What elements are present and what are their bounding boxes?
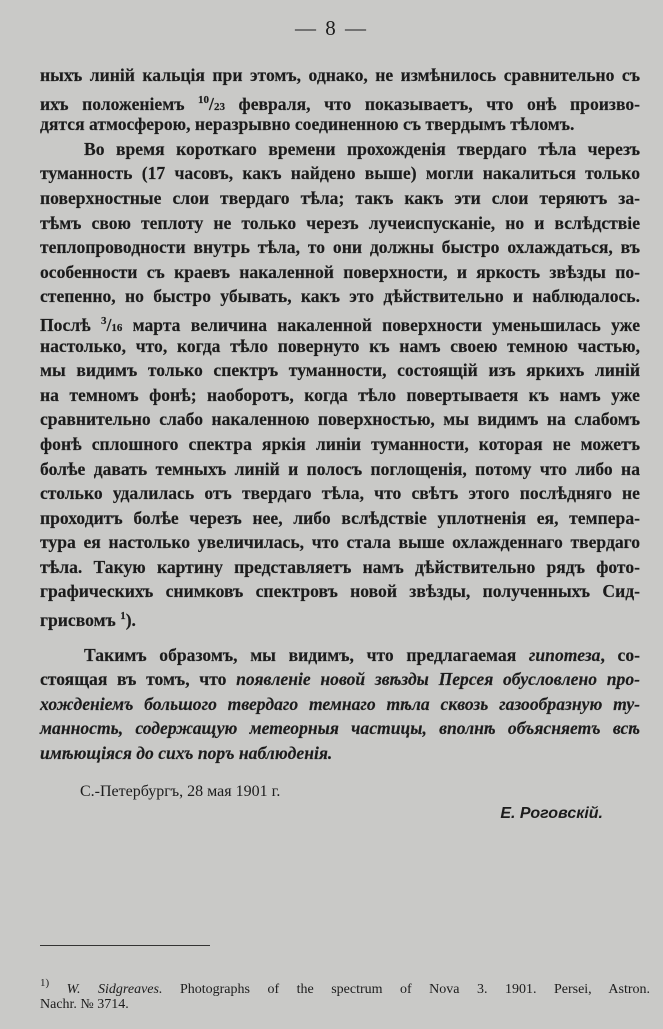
footnote <box>40 972 650 1016</box>
italic-text: манность, содержащую метеорныя частицы, вполнѣ объясняетъ всѣ <box>40 718 640 739</box>
text-line <box>40 137 640 162</box>
fraction-part: 10 <box>198 93 210 106</box>
text-segment: Такимъ образомъ, мы видимъ, что предлагаемая <box>84 644 529 665</box>
footnote-marker: 1) <box>40 977 50 989</box>
text-line <box>40 692 640 717</box>
italic-text: имѣющіяся до сихъ поръ наблюденія. <box>40 743 333 764</box>
footnote-line <box>40 972 650 997</box>
fraction-part: 3 <box>100 314 107 327</box>
text-line <box>40 63 640 88</box>
text-line <box>40 457 640 482</box>
text-line <box>40 555 640 580</box>
text-segment: ). <box>125 610 136 631</box>
text-line <box>40 667 640 692</box>
text-line <box>40 358 640 383</box>
footnote-line: Nachr. № 3714. <box>40 997 129 1012</box>
text-segment: / <box>106 314 112 335</box>
text-segment: ныхъ линій кальція при этомъ, однако, не измѣнилось сравнительно съ <box>40 65 640 85</box>
text-segment: настолько, что, когда тѣло повернуто къ намъ своею темною частью, <box>40 335 640 356</box>
text-segment: ихъ положеніемъ <box>40 93 199 114</box>
footnote-author: W. Sidgreaves. <box>66 982 163 997</box>
text-line <box>40 716 640 741</box>
fraction-part: 16 <box>111 321 123 334</box>
text-line <box>40 112 640 137</box>
italic-text: гипотеза <box>528 644 601 665</box>
text-segment: туманность (17 часовъ, какъ найдено выше) могли накалиться только <box>40 163 640 184</box>
text-segment: теплопроводности внутрь тѣла, то они должны быстро охлаждаться, въ <box>40 237 640 258</box>
place-date: С.-Петербургъ, 28 мая 1901 г. <box>80 783 281 800</box>
text-segment: грисвомъ <box>40 610 121 631</box>
text-line <box>40 579 640 604</box>
page-number: — 8 — <box>295 16 368 40</box>
text-segment: поверхностные слои твердаго тѣла; такъ какъ эти слои теряютъ за- <box>40 187 640 208</box>
text-segment: проходитъ болѣе черезъ нее, либо вслѣдствіе уплотненія ея, темпера- <box>40 507 640 528</box>
text-segment: на темномъ фонѣ; наоборотъ, когда тѣло повертываетя къ намъ уже <box>40 384 640 405</box>
text-segment: степенно, но быстро убывать, какъ это дѣйствительно и наблюдалось. <box>40 286 640 307</box>
text-line <box>40 741 640 766</box>
text-segment: февраля, что показываетъ, что онѣ произво- <box>224 93 640 114</box>
text-line <box>40 383 640 408</box>
footnote-text: Photographs of the spectrum of Nova 3. 1901. Persei, Astron. <box>162 982 650 997</box>
text-segment: особенности съ краевъ накаленной поверхности, и яркость звѣзды по- <box>40 261 640 282</box>
text-line <box>40 604 640 629</box>
text-segment: , со- <box>600 644 641 665</box>
author-signature: Е. Роговскій. <box>500 805 603 822</box>
text-segment: тура ея настолько увеличилась, что стала выше охлажденнаго твердаго <box>40 532 640 553</box>
text-segment: дятся атмосферою, неразрывно соединенною съ твердымъ тѣломъ. <box>40 114 575 135</box>
text-segment: сравнительно слабо накаленною поверхностью, мы видимъ на слабомъ <box>40 409 640 430</box>
article-body <box>40 63 640 766</box>
text-line <box>40 407 640 432</box>
text-segment: графическихъ снимковъ спектровъ новой звѣзды, полученныхъ Сид- <box>40 581 640 602</box>
text-line <box>40 481 640 506</box>
text-segment: / <box>209 93 214 114</box>
text-line <box>40 432 640 457</box>
text-line <box>40 260 640 285</box>
fraction-part: 1 <box>120 610 126 623</box>
text-line <box>40 643 640 668</box>
text-segment: болѣе давать темныхъ линій и полосъ поглощенія, потому что либо на <box>40 458 640 479</box>
text-segment: фонѣ сплошного спектра яркія линіи туманности, которая не можетъ <box>40 433 640 454</box>
text-segment: тѣмъ свою теплоту не только черезъ лучеиспусканіе, но и вслѣдствіе <box>40 212 640 233</box>
italic-text: появленіе новой звѣзды Персея обусловлено про- <box>236 669 640 690</box>
text-line <box>40 88 640 113</box>
text-segment: Во время короткаго времени прохожденія твердаго тѣла черезъ <box>84 138 640 159</box>
text-line <box>40 506 640 531</box>
text-segment: Послѣ <box>40 314 101 335</box>
text-segment: тѣла. Такую картину представляетъ намъ дѣйствительно рядъ фото- <box>40 556 640 577</box>
footnote-divider <box>40 945 210 946</box>
text-segment: стоящая въ томъ, что <box>40 669 237 690</box>
fraction-part: 23 <box>213 100 225 113</box>
text-line <box>40 211 640 236</box>
text-line <box>40 284 640 309</box>
text-segment: столько удалилась отъ твердаго тѣла, что свѣтъ этого послѣдняго не <box>40 483 640 504</box>
text-line <box>40 334 640 359</box>
text-line <box>40 186 640 211</box>
text-segment: мы видимъ только спектръ туманности, состоящій изъ яркихъ линій <box>40 360 640 381</box>
italic-text: хожденіемъ большого твердаго темнаго тѣла сквозь газообразную ту- <box>40 693 640 714</box>
text-line <box>40 309 640 334</box>
text-line <box>40 530 640 555</box>
text-line <box>40 161 640 186</box>
text-line <box>40 235 640 260</box>
text-segment: марта величина накаленной поверхности уменьшилась уже <box>122 314 640 335</box>
